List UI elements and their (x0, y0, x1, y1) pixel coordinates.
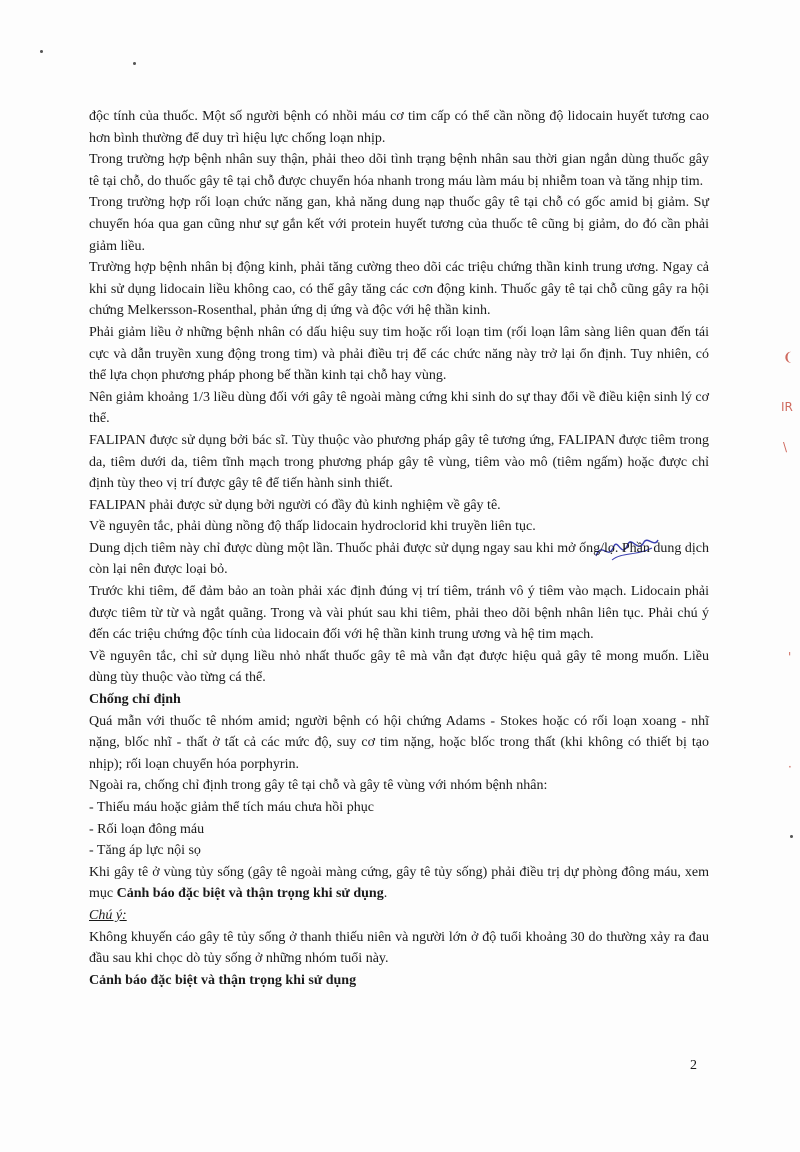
scan-speck (790, 835, 793, 838)
paragraph: Trước khi tiêm, để đảm bảo an toàn phải xác định đúng vị trí tiêm, tránh vô ý tiêm vào mạch. Lidocain phải được tiêm từ từ và ngắt quãng. Trong và vài phút sau khi tiêm, phải theo dõi bệnh nhân liên tục. Phải chú ý đến các triệu chứng độc tính của lidocain đối với hệ thần kinh trung ương và hệ tim mạch. (89, 584, 709, 643)
paragraph: Quá mẫn với thuốc tê nhóm amid; người bệnh có hội chứng Adams - Stokes hoặc có rối loạn xoang - nhĩ nặng, blốc nhĩ - thất ở tất cả các mức độ, suy cơ tim nặng, hoặc blốc trong thất (khi không có thiết bị tạo nhịp); rối loạn chuyển hóa porphyrin. (89, 713, 709, 772)
paragraph: FALIPAN được sử dụng bởi bác sĩ. Tùy thuộc vào phương pháp gây tê tương ứng, FALIPAN được tiêm trong da, tiêm dưới da, tiêm tĩnh mạch trong phương pháp gây tê vùng, tiêm vào mô (tiêm ngấm) hoặc được chỉ định tùy theo vị trí được gây tê để tiến hành sinh thiết. (89, 432, 709, 492)
paragraph: Về nguyên tắc, chỉ sử dụng liều nhỏ nhất thuốc gây tê mà vẫn đạt được hiệu quả gây tê mong muốn. Liều dùng tùy thuộc vào từng cá thể. (89, 648, 709, 686)
paragraph: độc tính của thuốc. Một số người bệnh có nhồi máu cơ tim cấp có thể cần nồng độ lidocain huyết tương cao hơn bình thường để duy trì hiệu lực chống loạn nhịp. (89, 109, 709, 146)
stamp-fragment: \ (783, 440, 788, 454)
document-body (89, 106, 709, 991)
paragraph-spinal-note (89, 862, 709, 905)
paragraph: Trong trường hợp rối loạn chức năng gan, khả năng dung nạp thuốc gây tê tại chỗ có gốc amid bị giảm. Sự chuyển hóa qua gan cũng như sự gắn kết với protein huyết tương của thuốc tê cũng bị giảm, do đó cần phải giảm liều. (89, 195, 709, 254)
paragraph: Ngoài ra, chống chỉ định trong gây tê tại chỗ và gây tê vùng với nhóm bệnh nhân: (89, 778, 548, 794)
list-item: - Thiếu máu hoặc giảm thể tích máu chưa hồi phục (89, 800, 374, 815)
spinal-note-end: . (383, 886, 388, 902)
note-heading: Chú ý: (89, 907, 127, 923)
page-number: 2 (690, 1058, 697, 1073)
paragraph: FALIPAN phải được sử dụng bởi người có đầy đủ kinh nghiệm về gây tê. (89, 497, 501, 513)
list-item: - Rối loạn đông máu (89, 821, 205, 837)
paragraph: Trong trường hợp bệnh nhân suy thận, phải theo dõi tình trạng bệnh nhân sau thời gian ngắn dùng thuốc gây tê tại chỗ, do thuốc gây tê tại chỗ được chuyển hóa nhanh trong máu làm máu bị nhiễm toan và tăng nhịp tim. (89, 152, 709, 189)
stamp-fragment: · (788, 760, 792, 774)
cross-reference: Cảnh báo đặc biệt và thận trọng khi sử dụng (116, 886, 384, 902)
paragraph: Trường hợp bệnh nhân bị động kinh, phải tăng cường theo dõi các triệu chứng thần kinh trung ương. Ngay cả khi sử dụng lidocain liều không cao, có thể gây tăng các cơn động kinh. Thuốc gây tê tại chỗ cũng gây ra hội chứng Melkersson-Rosenthal, phản ứng dị ứng và độc với hệ thần kinh. (89, 260, 709, 319)
spinal-note-text: Khi gây tê ở vùng tủy sống (gây tê ngoài màng cứng, gây tê tủy sống) phải điều trị dự phòng đông máu, xem mục (89, 864, 709, 902)
stamp-fragment: ' (788, 650, 792, 664)
stamp-fragment: ❨ (783, 350, 794, 364)
paragraph: Dung dịch tiêm này chỉ được dùng một lần. Thuốc phải được sử dụng ngay sau khi mở ống/lọ. Phần dung dịch còn lại nên được loại bỏ. (89, 540, 709, 578)
paragraph: Về nguyên tắc, phải dùng nồng độ thấp lidocain hydroclorid khi truyền liên tục. (89, 519, 536, 535)
stamp-fragment: IR (781, 400, 793, 414)
list-item: - Tăng áp lực nội sọ (89, 843, 201, 859)
paragraph: Phải giảm liều ở những bệnh nhân có dấu hiệu suy tim hoặc rối loạn tim (rối loạn lâm sàng liên quan đến tái cực và dẫn truyền xung động trong tim) và phải điều trị để các chức năng này trở lại ổn định. Tuy nhiên, có thể lựa chọn phương pháp phong bế thần kinh tại chỗ hay vùng. (89, 324, 709, 384)
paragraph: Nên giảm khoảng 1/3 liều dùng đối với gây tê ngoài màng cứng khi sinh do sự thay đổi về điều kiện sinh lý cơ thể. (89, 389, 709, 427)
scan-speck (133, 62, 136, 65)
paragraph: Không khuyến cáo gây tê tủy sống ở thanh thiếu niên và người lớn ở độ tuổi khoảng 30 do thường xảy ra đau đầu sau khi chọc dò tủy sống ở những nhóm tuổi này. (89, 929, 709, 967)
section-heading-warnings: Cảnh báo đặc biệt và thận trọng khi sử dụng (89, 972, 357, 988)
scan-speck (40, 50, 43, 53)
section-heading-contraindications: Chống chỉ định (89, 692, 181, 708)
